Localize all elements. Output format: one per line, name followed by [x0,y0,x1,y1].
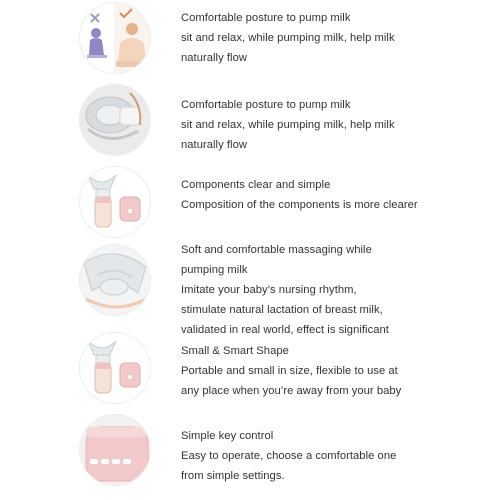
pump-closeup-icon [80,85,150,155]
feature-row-massage [0,240,500,336]
feature-title: Components clear and simple [181,179,331,191]
feature-text: naturally flow [181,52,247,64]
feature-text: validated in real world, effect is significant [181,324,389,336]
feature-row-key-control [0,410,500,490]
feature-text: stimulate natural lactation of breast milk, [181,304,383,316]
feature-row-small-shape [0,325,500,405]
feature-text: any place when you’re away from your baby [181,385,402,397]
massage-cushion-icon [80,245,150,315]
small-shape-icon [80,333,150,403]
feature-title: Small & Smart Shape [181,345,289,357]
feature-text: Imitate your baby’s nursing rhythm, [181,284,357,296]
posture-illustration-icon [80,3,150,73]
feature-title: pumping milk [181,264,248,276]
feature-text: Easy to operate, choose a comfortable one [181,450,397,462]
feature-row-components [0,160,500,240]
feature-title: Comfortable posture to pump milk [181,12,351,24]
feature-text: from simple settings. [181,470,285,482]
feature-row-posture [0,0,500,80]
feature-text: sit and relax, while pumping milk, help milk [181,32,395,44]
feature-text: Portable and small in size, flexible to use at [181,365,398,377]
feature-text: Composition of the components is more clearer [181,199,418,211]
feature-title: Simple key control [181,430,274,442]
control-keys-icon [80,415,150,485]
feature-title: Comfortable posture to pump milk [181,99,351,111]
feature-text: naturally flow [181,139,247,151]
feature-text: sit and relax, while pumping milk, help milk [181,119,395,131]
feature-row-pump-closeup [0,80,500,160]
feature-title: Soft and comfortable massaging while [181,244,372,256]
components-icon [80,167,150,237]
